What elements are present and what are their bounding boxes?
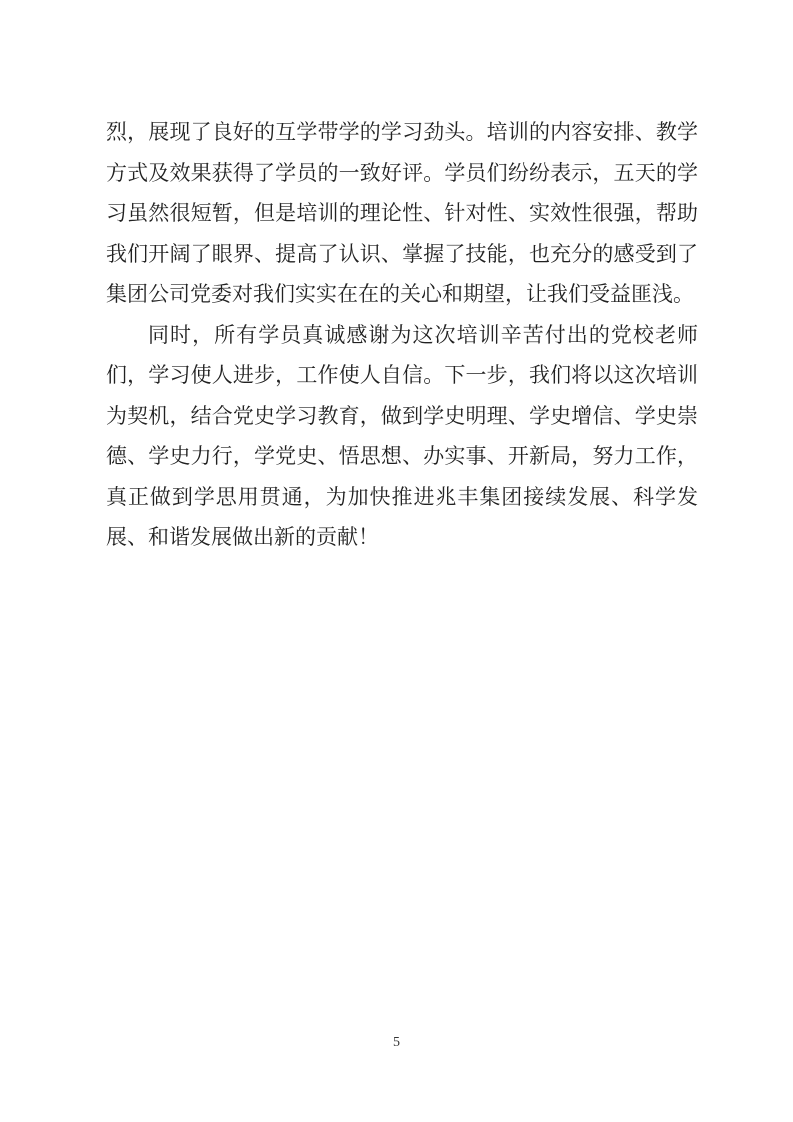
document-body	[106, 112, 698, 558]
page-footer	[0, 1033, 793, 1053]
paragraph-closing: 同时，所有学员真诚感谢为这次培训辛苦付出的党校老师们，学习使人进步，工作使人自信。下一步，我们将以这次培训为契机，结合党史学习教育，做到学史明理、学史增信、学史崇德、学史力行，学党史、悟思想、办实事、开新局，努力工作，真正做到学思用贯通，为加快推进兆丰集团接续发展、科学发展、和谐发展做出新的贡献！	[106, 322, 698, 549]
page-number: 5	[393, 1035, 400, 1050]
paragraph-continuation: 烈，展现了良好的互学带学的学习劲头。培训的内容安排、教学方式及效果获得了学员的一致好评。学员们纷纷表示，五天的学习虽然很短暂，但是培训的理论性、针对性、实效性很强，帮助我们开阔了眼界、提高了认识、掌握了技能，也充分的感受到了集团公司党委对我们实实在在的关心和期望，让我们受益匪浅。	[106, 120, 698, 306]
